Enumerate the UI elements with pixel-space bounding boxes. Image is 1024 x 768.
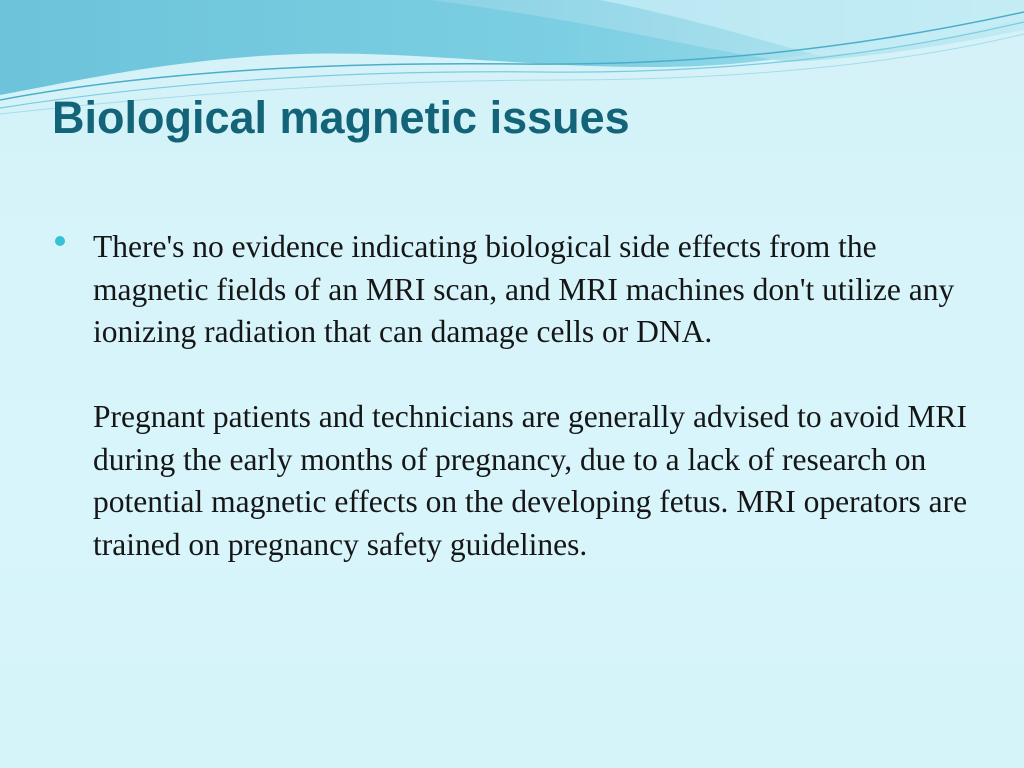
paragraph-gap — [93, 354, 975, 397]
bullet-item — [55, 226, 975, 566]
bullet-paragraph-1: There's no evidence indicating biological side effects from the magnetic fields of an MRI scan, and MRI machines don't utilize any ionizing radiation that can damage cells or DNA. — [93, 229, 955, 349]
bullet-dot-icon — [55, 236, 65, 246]
slide-content — [55, 226, 975, 566]
slide-title: Biological magnetic issues — [52, 92, 630, 143]
bullet-paragraph-2: Pregnant patients and technicians are generally advised to avoid MRI during the early months of pregnancy, due to a lack of research on potential magnetic effects on the developing fetus. MRI operators are trained on pregnancy safety guidelines. — [93, 399, 968, 562]
